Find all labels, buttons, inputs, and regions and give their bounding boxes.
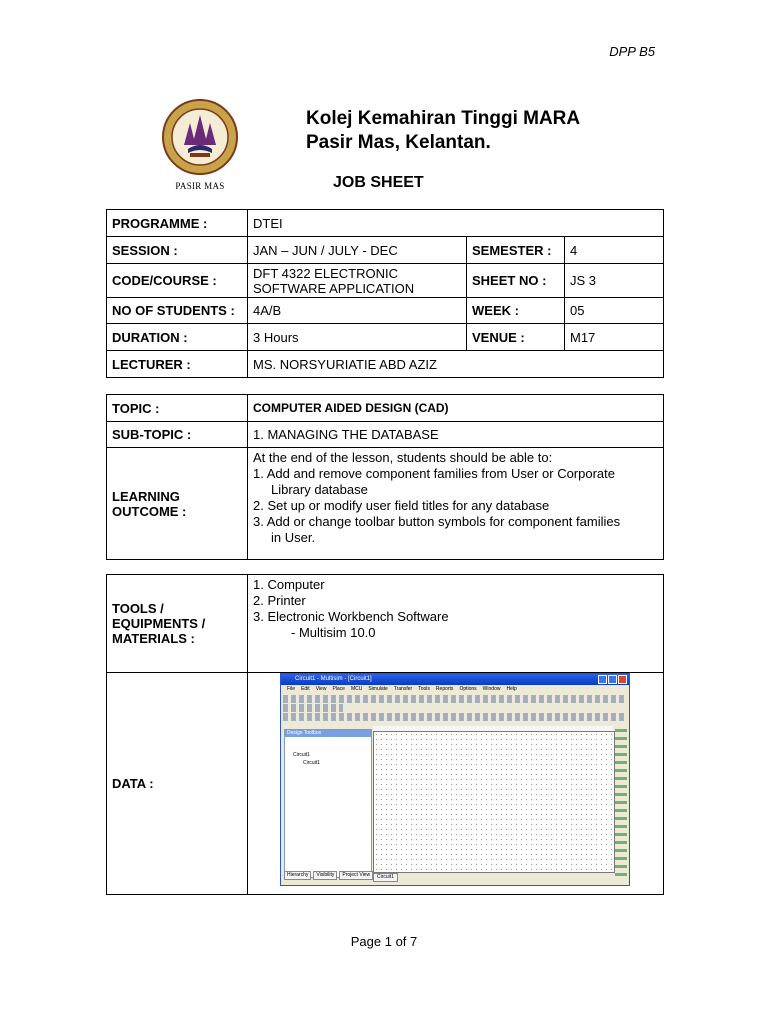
topic-table	[106, 394, 664, 560]
outcome-item: 2. Set up or modify user field titles for any database	[253, 498, 550, 513]
logo-caption: PASIR MAS	[175, 181, 225, 191]
menu-item: Reports	[435, 686, 454, 692]
topic-label: TOPIC :	[107, 395, 248, 422]
table-row	[107, 298, 664, 324]
course-value	[248, 264, 467, 298]
window-title: Circuit1 - Multisim - [Circuit1]	[295, 676, 372, 682]
session-label: SESSION :	[107, 237, 248, 264]
close-icon	[618, 675, 627, 684]
menu-item: MCU	[350, 686, 363, 692]
menu-item: Help	[506, 686, 517, 692]
session-value: JAN – JUN / JULY - DEC	[248, 237, 467, 264]
outcome-label	[107, 448, 248, 560]
menu-item: Edit	[301, 686, 310, 692]
design-tree	[285, 737, 371, 767]
subtopic-label: SUB-TOPIC :	[107, 422, 248, 448]
table-row	[107, 237, 664, 264]
sheet-value: JS 3	[565, 264, 664, 298]
tools-item: 2. Printer	[253, 593, 306, 608]
programme-label: PROGRAMME :	[107, 210, 248, 237]
table-row	[107, 448, 664, 560]
menu-item: File	[287, 686, 296, 692]
table-row	[107, 351, 664, 378]
outcome-item-cont: in User.	[271, 530, 316, 545]
document-code: DPP B5	[609, 44, 655, 59]
course-label: CODE/COURSE :	[107, 264, 248, 298]
menu-item: View	[315, 686, 327, 692]
programme-value: DTEI	[248, 210, 664, 237]
outcome-label-line-2: OUTCOME :	[112, 503, 187, 519]
table-row	[107, 575, 664, 673]
week-value: 05	[565, 298, 664, 324]
duration-value: 3 Hours	[248, 324, 467, 351]
circuit-tab: Circuit1	[373, 873, 398, 882]
menu-item: Transfer	[393, 686, 413, 692]
outcome-label-line-1: LEARNING	[112, 488, 180, 504]
topic-value: COMPUTER AIDED DESIGN (CAD)	[248, 395, 664, 422]
menu-item: Simulate	[368, 686, 388, 692]
schematic-canvas	[373, 731, 615, 873]
tools-subitem: - Multisim 10.0	[291, 625, 376, 640]
toolbar	[283, 695, 627, 703]
minimize-icon	[598, 675, 607, 684]
tools-label	[107, 575, 248, 673]
tree-child: Circuit1	[303, 760, 320, 766]
table-row	[107, 210, 664, 237]
lecturer-label: LECTURER :	[107, 351, 248, 378]
course-line-2: SOFTWARE APPLICATION	[253, 280, 415, 296]
students-value: 4A/B	[248, 298, 467, 324]
design-toolbox-panel	[284, 729, 372, 878]
duration-label: DURATION :	[107, 324, 248, 351]
tools-item: 1. Computer	[253, 577, 325, 592]
tools-list	[248, 575, 664, 673]
outcome-item: 3. Add or change toolbar button symbols for component families	[253, 514, 621, 529]
panel-tab: Hierarchy	[284, 871, 311, 880]
table-row	[107, 422, 664, 448]
subtopic-value: 1. MANAGING THE DATABASE	[248, 422, 664, 448]
outcome-item: 1. Add and remove component families from User or Corporate	[253, 466, 616, 481]
maximize-icon	[608, 675, 617, 684]
data-label: DATA :	[107, 673, 248, 895]
institution-name: Kolej Kemahiran Tinggi MARA	[306, 108, 581, 129]
tools-label-line-2: EQUIPMENTS /	[112, 616, 206, 631]
students-label: NO OF STUDENTS :	[107, 298, 248, 324]
window-titlebar	[281, 674, 629, 685]
outcome-item-cont: Library database	[271, 482, 368, 497]
week-label: WEEK :	[467, 298, 565, 324]
lecturer-value: MS. NORSYURIATIE ABD AZIZ	[248, 351, 664, 378]
panel-tab: Visibility	[313, 871, 337, 880]
page-number: Page 1 of 7	[350, 934, 418, 949]
panel-tabs	[284, 871, 373, 880]
tree-root: Circuit1	[293, 752, 310, 758]
tools-item: 3. Electronic Workbench Software	[253, 609, 449, 624]
outcome-list	[248, 448, 664, 560]
menu-item: Options	[459, 686, 477, 692]
menu-item: Window	[482, 686, 501, 692]
instrument-toolbar	[615, 729, 627, 876]
course-info-table	[106, 209, 664, 378]
institution-location: Pasir Mas, Kelantan.	[306, 132, 491, 153]
multisim-screenshot	[280, 673, 630, 886]
document-title: JOB SHEET	[333, 174, 424, 191]
toolbar	[283, 704, 343, 712]
semester-label: SEMESTER :	[467, 237, 565, 264]
sheet-label: SHEET NO :	[467, 264, 565, 298]
outcome-intro: At the end of the lesson, students should be able to:	[253, 450, 553, 465]
menu-item: Tools	[418, 686, 430, 692]
table-row	[107, 264, 664, 298]
table-row	[107, 395, 664, 422]
table-row	[107, 324, 664, 351]
venue-label: VENUE :	[467, 324, 565, 351]
component-toolbar	[283, 713, 627, 721]
tools-label-line-3: MATERIALS :	[112, 631, 195, 646]
semester-value: 4	[565, 237, 664, 264]
tools-label-line-1: TOOLS /	[112, 601, 164, 616]
venue-value: M17	[565, 324, 664, 351]
menu-item: Place	[332, 686, 345, 692]
menu-bar	[281, 685, 629, 694]
course-line-1: DFT 4322 ELECTRONIC	[253, 265, 398, 281]
panel-tab: Project View	[339, 871, 373, 880]
panel-title: Design Toolbox	[285, 730, 371, 737]
